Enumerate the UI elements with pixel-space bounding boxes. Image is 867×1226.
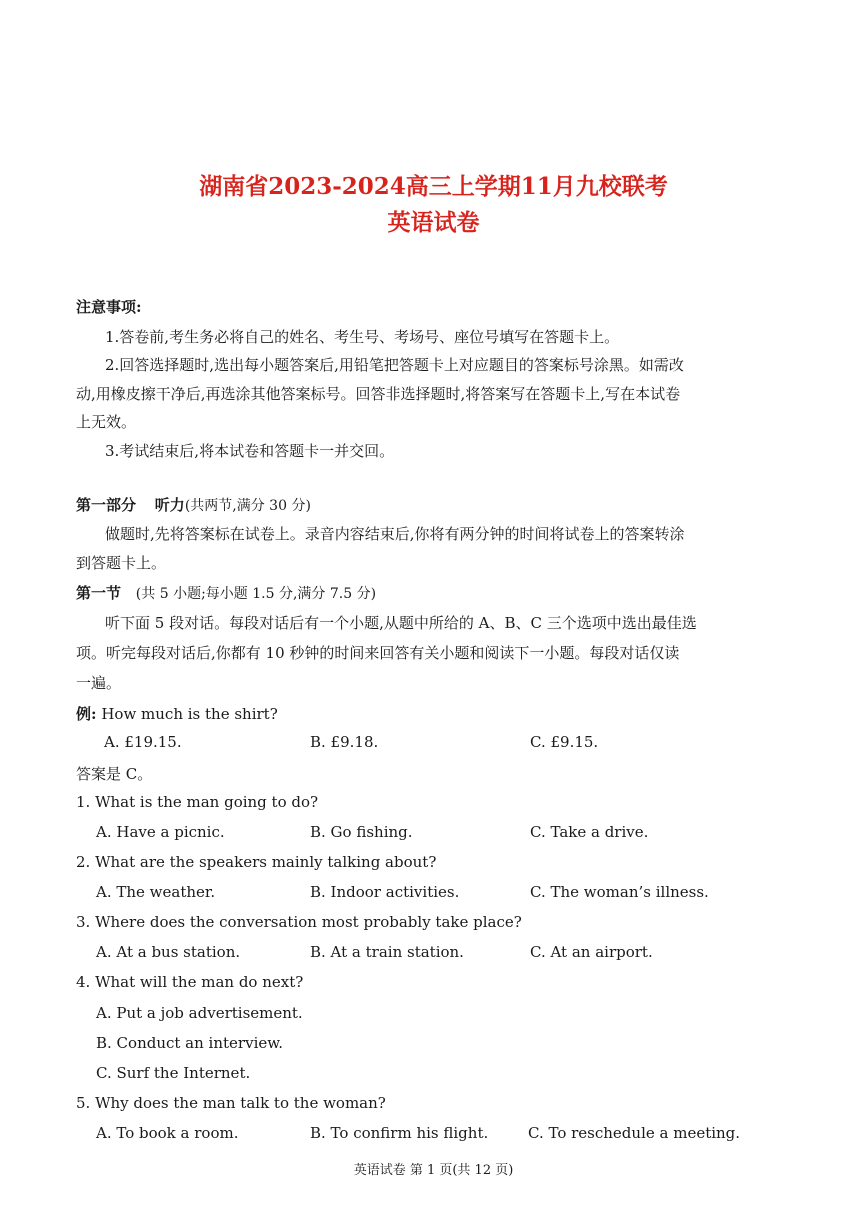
example-option-c: C. £9.15. bbox=[530, 733, 599, 751]
example-option-a: A. £19.15. bbox=[104, 733, 182, 751]
example-option-b: B. £9.18. bbox=[310, 733, 379, 751]
notice-item-2-line-1: 2.回答选择题时,选出每小题答案后,用铅笔把答题卡上对应题目的答案标号涂黑。如需改 bbox=[105, 356, 684, 374]
section-1-instruction-line-2: 项。听完每段对话后,你都有 10 秒钟的时间来回答有关小题和阅读下一小题。每段对话仅读 bbox=[76, 644, 680, 662]
question-1-option-c: C. Take a drive. bbox=[530, 823, 649, 841]
question-5-option-c: C. To reschedule a meeting. bbox=[528, 1124, 741, 1142]
notice-heading: 注意事项: bbox=[76, 298, 142, 316]
question-4-option-b: B. Conduct an interview. bbox=[96, 1034, 284, 1052]
example-answer: 答案是 C。 bbox=[76, 765, 153, 783]
part-1-instruction-line-1: 做题时,先将答案标在试卷上。录音内容结束后,你将有两分钟的时间将试卷上的答案转涂 bbox=[105, 525, 685, 543]
example-question-text: How much is the shirt? bbox=[101, 705, 278, 723]
section-1-instruction-line-3: 一遍。 bbox=[76, 674, 122, 692]
section-1-header bbox=[76, 582, 376, 603]
exam-subtitle: 英语试卷 bbox=[387, 209, 480, 236]
part-1-label: 第一部分 bbox=[76, 496, 137, 514]
notice-item-2-line-3: 上无效。 bbox=[76, 413, 137, 431]
question-3-option-a: A. At a bus station. bbox=[96, 943, 241, 961]
part-1-note: (共两节,满分 30 分) bbox=[184, 498, 311, 514]
section-1-instruction-line-1: 听下面 5 段对话。每段对话后有一个小题,从题中所给的 A、B、C 三个选项中选出最佳选 bbox=[105, 614, 697, 632]
question-2-option-b: B. Indoor activities. bbox=[310, 883, 460, 901]
question-2: 2. What are the speakers mainly talking about? bbox=[76, 853, 437, 871]
question-1-option-b: B. Go fishing. bbox=[310, 823, 413, 841]
question-1: 1. What is the man going to do? bbox=[76, 793, 319, 811]
question-3-option-c: C. At an airport. bbox=[530, 943, 653, 961]
exam-title: 湖南省2023-2024高三上学期11月九校联考 bbox=[199, 173, 668, 200]
example-question bbox=[76, 703, 278, 724]
page-footer: 英语试卷 第 1 页(共 12 页) bbox=[353, 1163, 514, 1178]
question-2-option-a: A. The weather. bbox=[96, 883, 216, 901]
question-5-option-a: A. To book a room. bbox=[96, 1124, 239, 1142]
question-4: 4. What will the man do next? bbox=[76, 973, 304, 991]
part-1-heading: 听力 bbox=[154, 496, 185, 514]
question-1-option-a: A. Have a picnic. bbox=[96, 823, 225, 841]
question-2-option-c: C. The woman’s illness. bbox=[530, 883, 709, 901]
section-1-label: 第一节 bbox=[76, 584, 122, 602]
section-1-note: (共 5 小题;每小题 1.5 分,满分 7.5 分) bbox=[135, 586, 377, 602]
notice-item-1: 1.答卷前,考生务必将自己的姓名、考生号、考场号、座位号填写在答题卡上。 bbox=[105, 328, 620, 346]
question-3-option-b: B. At a train station. bbox=[310, 943, 464, 961]
question-4-option-c: C. Surf the Internet. bbox=[96, 1064, 251, 1082]
notice-item-3: 3.考试结束后,将本试卷和答题卡一并交回。 bbox=[105, 442, 395, 460]
question-4-option-a: A. Put a job advertisement. bbox=[96, 1004, 303, 1022]
question-5-option-b: B. To confirm his flight. bbox=[310, 1124, 489, 1142]
part-1-header bbox=[76, 494, 311, 515]
part-1-instruction-line-2: 到答题卡上。 bbox=[76, 554, 167, 572]
question-5: 5. Why does the man talk to the woman? bbox=[76, 1094, 386, 1112]
notice-item-2-line-2: 动,用橡皮擦干净后,再选涂其他答案标号。回答非选择题时,将答案写在答题卡上,写在本试卷 bbox=[76, 385, 681, 403]
example-label: 例: bbox=[76, 705, 97, 723]
question-3: 3. Where does the conversation most probably take place? bbox=[76, 913, 522, 931]
